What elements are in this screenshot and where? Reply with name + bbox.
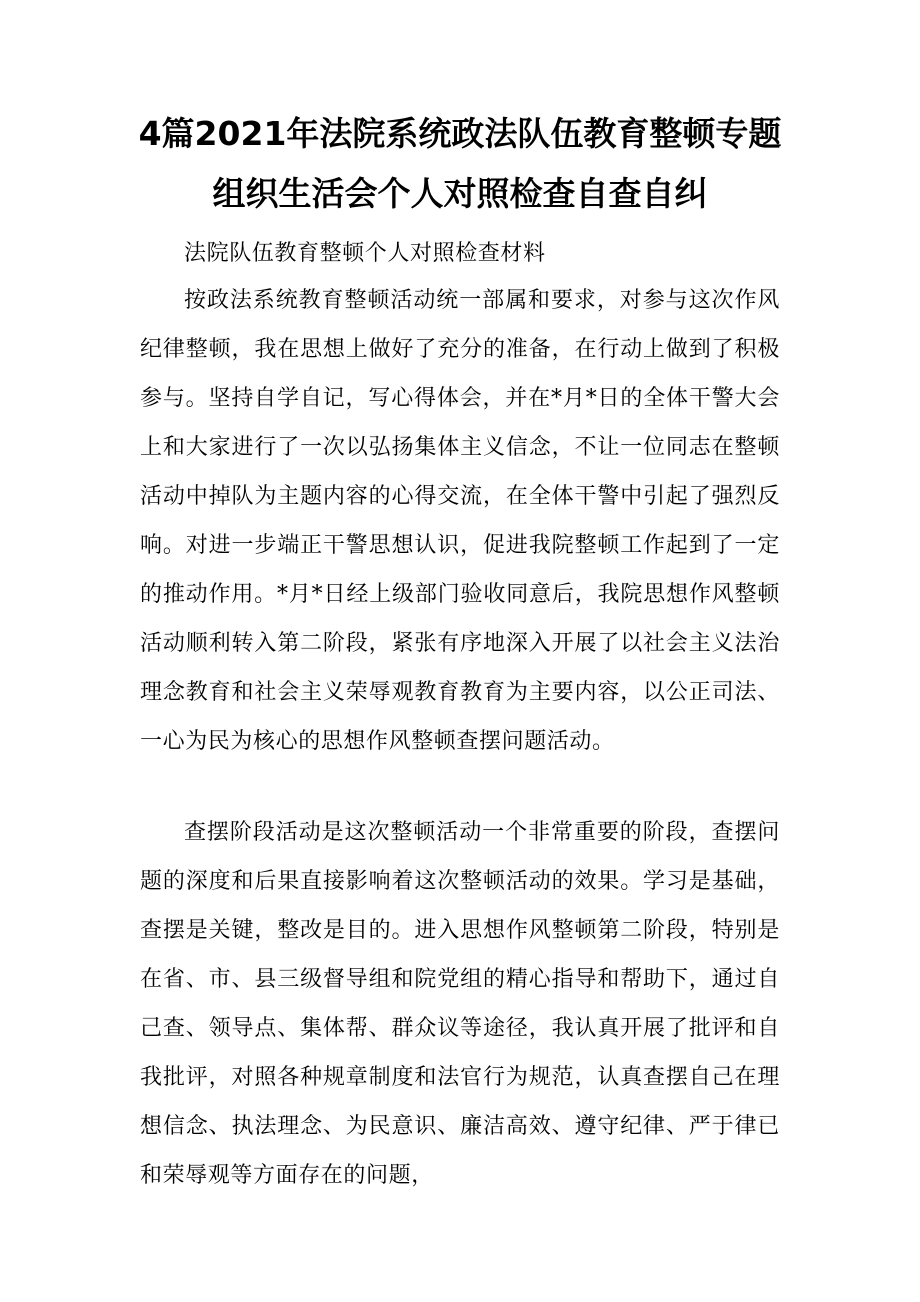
- body-paragraph-1: 按政法系统教育整顿活动统一部属和要求，对参与这次作风纪律整顿，我在思想上做好了充分的准备，在行动上做到了积极参与。坚持自学自记，写心得体会，并在*月*日的全体干警大会上和大家进行了一次以弘扬集体主义信念，不让一位同志在整顿活动中掉队为主题内容的心得交流，在全体干警中引起了强烈反响。对进一步端正干警思想认识，促进我院整顿工作起到了一定的推动作用。*月*日经上级部门验收同意后，我院思想作风整顿活动顺利转入第二阶段，紧张有序地深入开展了以社会主义法治理念教育和社会主义荣辱观教育教育为主要内容，以公正司法、一心为民为核心的思想作风整顿查摆问题活动。: [140, 288, 780, 754]
- document-title-line-1: 4篇2021年法院系统政法队伍教育整顿专题: [138, 114, 782, 153]
- body-paragraph-2: 查摆阶段活动是这次整顿活动一个非常重要的阶段，查摆问题的深度和后果直接影响着这次整顿活动的效果。学习是基础，查摆是关键，整改是目的。进入思想作风整顿第二阶段，特别是在省、市、县三级督导组和院党组的精心指导和帮助下，通过自己查、领导点、集体帮、群众议等途径，我认真开展了批评和自我批评，对照各种规章制度和法官行为规范，认真查摆自己在理想信念、执法理念、为民意识、廉洁高效、遵守纪律、严于律已和荣辱观等方面存在的问题，: [140, 820, 780, 1188]
- document-title-line-2: 组织生活会个人对照检查自查自纠: [212, 174, 708, 213]
- document-subtitle: 法院队伍教育整顿个人对照检查材料: [184, 241, 546, 266]
